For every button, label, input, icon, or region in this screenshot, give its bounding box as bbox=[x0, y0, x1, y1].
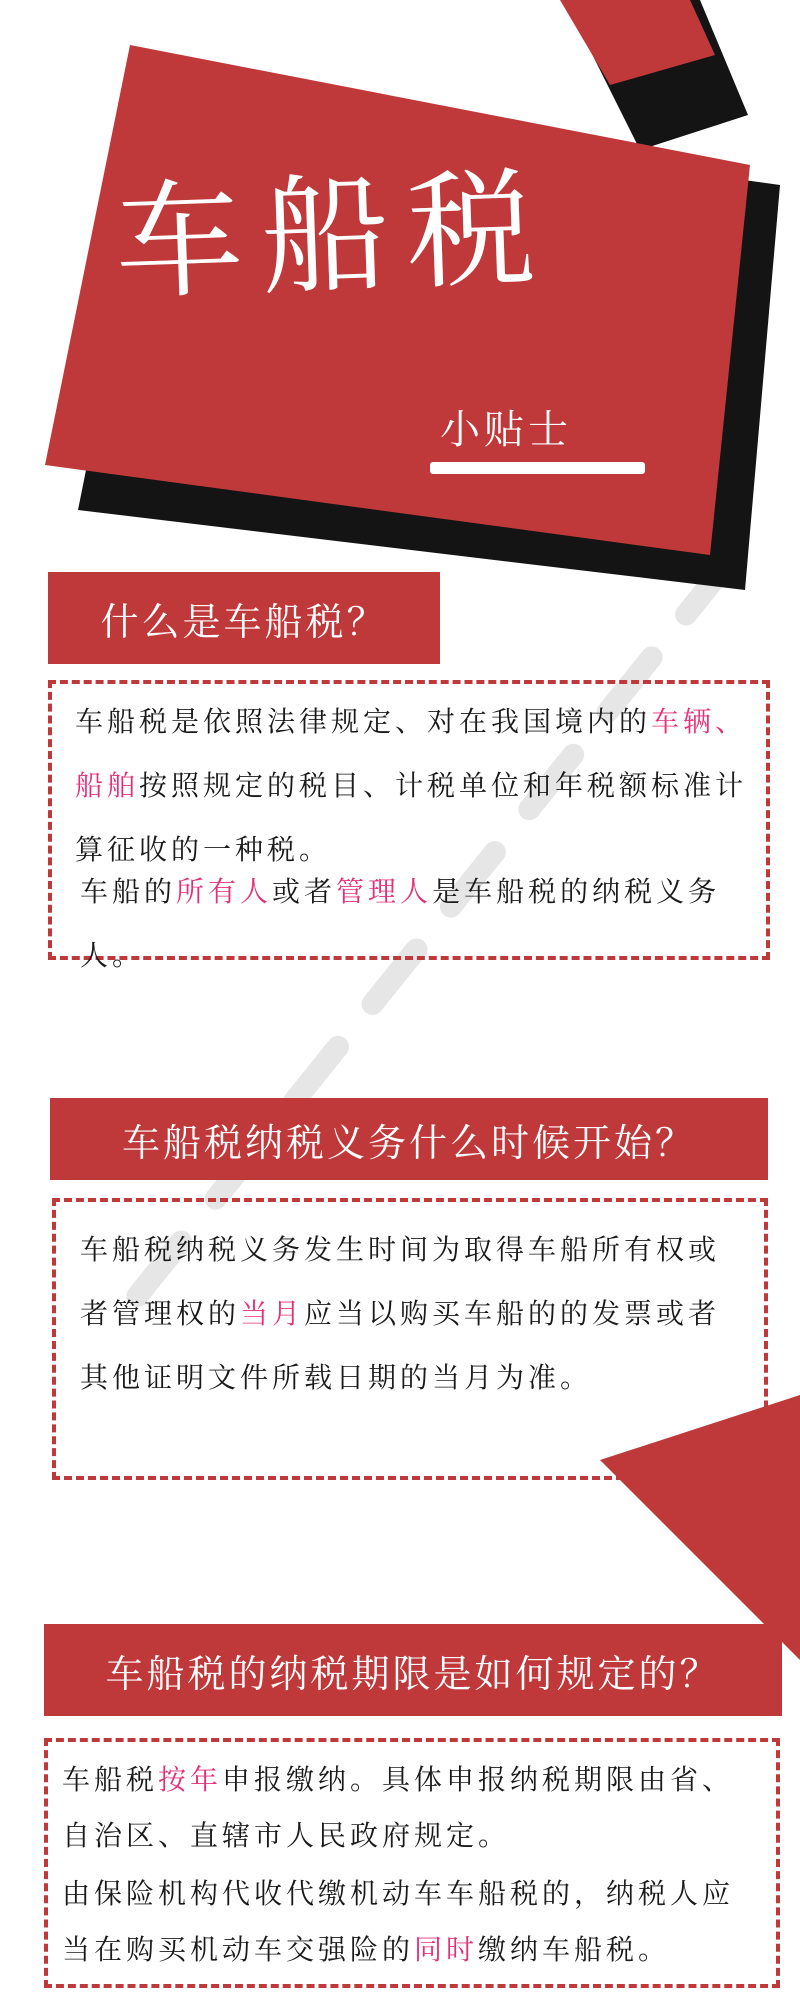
text-segment: 车船税 bbox=[62, 1763, 159, 1796]
section-paragraph bbox=[80, 860, 760, 988]
section-paragraph bbox=[62, 1866, 762, 1978]
highlight-text: 车辆、船舶 bbox=[75, 705, 748, 802]
text-segment: 是车船税的纳税义务人。 bbox=[80, 875, 721, 972]
section-heading-when-start: 车船税纳税义务什么时候开始？ bbox=[50, 1098, 768, 1180]
section-heading-what-is: 什么是车船税？ bbox=[48, 572, 440, 664]
highlight-text: 同时 bbox=[414, 1933, 479, 1966]
section-paragraph bbox=[62, 1752, 762, 1864]
text-segment: 申报缴纳。具体申报纳税期限由省、自治区、直辖市人民政府规定。 bbox=[62, 1763, 735, 1852]
text-segment: 按照规定的税目、计税单位和年税额标准计算征收的一种税。 bbox=[75, 769, 748, 866]
section-heading-payment-period: 车船税的纳税期限是如何规定的？ bbox=[44, 1624, 782, 1716]
highlight-text: 所有人 bbox=[176, 875, 273, 908]
text-segment: 车船的 bbox=[80, 875, 177, 908]
text-segment: 由保险机构代收代缴机动车车船税的，纳税人应当在购买机动车交强险的 bbox=[62, 1877, 735, 1966]
section-paragraph bbox=[75, 690, 755, 882]
highlight-text: 当月 bbox=[240, 1297, 305, 1330]
text-segment: 或者 bbox=[272, 875, 337, 908]
highlight-text: 管理人 bbox=[336, 875, 433, 908]
text-segment: 应当以购买车船的的发票或者其他证明文件所载日期的当月为准。 bbox=[80, 1297, 721, 1394]
text-segment: 车船税纳税义务发生时间为取得车船所有权或者管理权的 bbox=[80, 1233, 721, 1330]
text-segment: 车船税是依照法律规定、对在我国境内的 bbox=[75, 705, 652, 738]
text-segment: 缴纳车船税。 bbox=[478, 1933, 671, 1966]
highlight-text: 按年 bbox=[158, 1763, 223, 1796]
section-paragraph bbox=[80, 1218, 750, 1410]
hero-subtitle: 小贴士 bbox=[440, 407, 572, 453]
hero-underline bbox=[430, 462, 645, 474]
hero-title: 车船税 bbox=[112, 154, 556, 319]
